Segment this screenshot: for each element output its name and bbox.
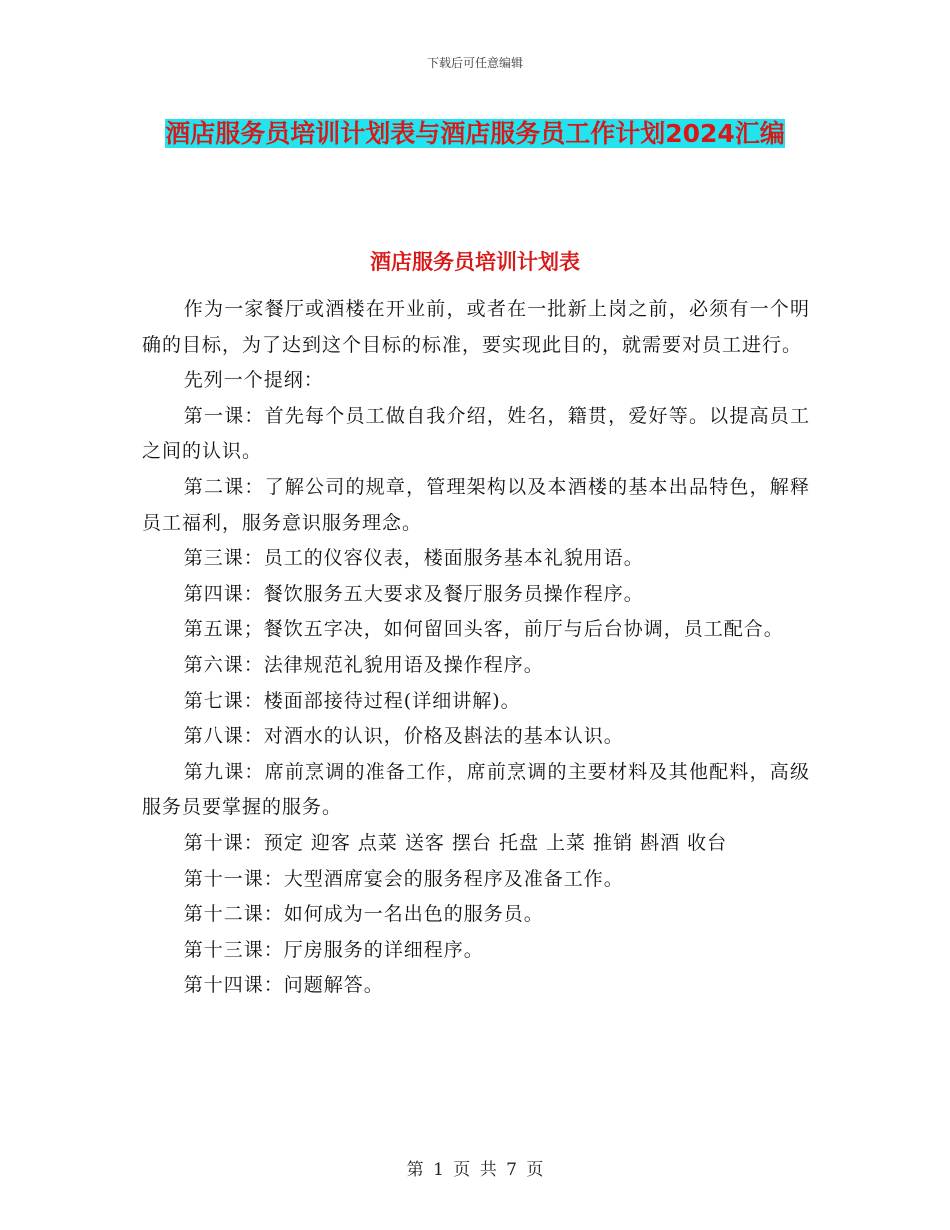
document-title — [140, 112, 810, 156]
lesson-10: 第十课：预定 迎客 点菜 送客 摆台 托盘 上菜 推销 斟酒 收台 — [183, 831, 728, 854]
lesson-12: 第十二课：如何成为一名出色的服务员。 — [183, 903, 544, 926]
lesson-14: 第十四课：问题解答。 — [183, 974, 384, 997]
lesson-2: 第二课：了解公司的规章，管理架构以及本酒楼的基本出品特色，解释员工福利，服务意识服务理念。 — [142, 475, 810, 534]
lesson-3: 第三课：员工的仪容仪表，楼面服务基本礼貌用语。 — [183, 547, 644, 570]
lesson-13: 第十三课：厅房服务的详细程序。 — [183, 938, 484, 961]
lesson-11: 第十一课：大型酒席宴会的服务程序及准备工作。 — [183, 867, 624, 890]
paragraph-intro: 作为一家餐厅或酒楼在开业前，或者在一批新上岗之前，必须有一个明确的目标，为了达到这个目标的标准，要实现此目的，就需要对员工进行。 — [142, 298, 810, 356]
lesson-5: 第五课；餐饮五字决，如何留回头客，前厅与后台协调，员工配合。 — [183, 618, 784, 641]
body-text — [142, 292, 810, 1004]
lesson-9: 第九课：席前烹调的准备工作，席前烹调的主要材料及其他配料，高级服务员要掌握的服务。 — [142, 760, 810, 819]
lesson-8: 第八课：对酒水的认识，价格及斟法的基本认识。 — [183, 725, 624, 748]
lesson-4: 第四课：餐饮服务五大要求及餐厅服务员操作程序。 — [183, 582, 644, 605]
document-title-text: 酒店服务员培训计划表与酒店服务员工作计划2024汇编 — [165, 119, 785, 148]
lesson-1: 第一课：首先每个员工做自我介绍，姓名，籍贯，爱好等。以提高员工之间的认识。 — [142, 404, 810, 463]
paragraph-outline: 先列一个提纲： — [183, 369, 324, 392]
lesson-6: 第六课：法律规范礼貌用语及操作程序。 — [183, 653, 544, 676]
page-number: 第 1 页 共 7 页 — [406, 1160, 544, 1180]
section-title: 酒店服务员培训计划表 — [370, 250, 580, 274]
lesson-7: 第七课：楼面部接待过程(详细讲解)。 — [183, 689, 521, 712]
header-note: 下载后可任意编辑 — [426, 56, 523, 70]
